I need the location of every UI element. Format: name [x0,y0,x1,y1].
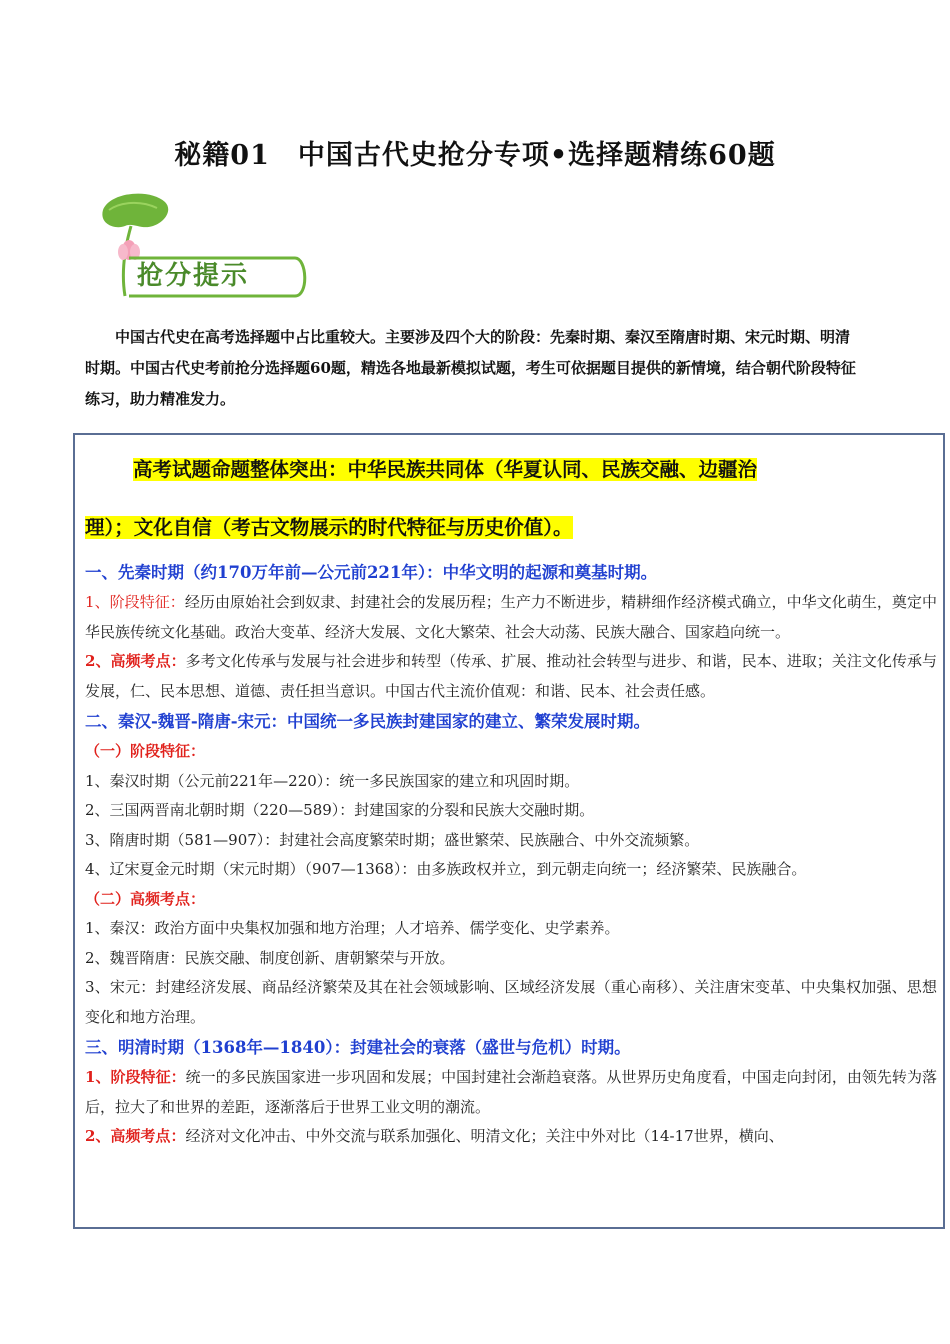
intro-paragraph: 中国古代史在高考选择题中占比重较大。主要涉及四个大的阶段：先秦时期、秦汉至隋唐时期、宋元时期、明清时期。中国古代史考前抢分选择题60题，精选各地最新模拟试题，考生可依据题目提供的新情境，结合朝代阶段特征练习，助力精准发力。 [85,328,856,408]
list-item: 3、隋唐时期（581—907）：封建社会高度繁荣时期；盛世繁荣、民族融合、中外交流频繁。 [85,830,700,849]
section-heading-2: 二、秦汉-魏晋-隋唐-宋元：中国统一多民族封建国家的建立、繁荣发展时期。 [85,712,651,731]
list-item: 1、秦汉：政治方面中央集权加强和地方治理；人才培养、儒学变化、史学素养。 [85,919,620,937]
summary-box [73,433,945,1229]
section-heading-1: 一、先秦时期（约170万年前—公元前221年）：中华文明的起源和奠基时期。 [85,563,658,582]
label-stage-features: 1、阶段特征： [85,593,185,611]
section-3-paragraph-2: 2、高频考点：经济对文化冲击、中外交流与联系加强化、明清文化；关注中外对比（14-17世界，横向、 [85,1127,784,1145]
label-stage-features: 1、阶段特征： [85,1068,186,1086]
logo-text: 抢分提示 [137,261,250,291]
list-item: 2、三国两晋南北朝时期（220—589）：封建国家的分裂和民族大交融时期。 [85,801,595,819]
highlight-block [85,441,937,499]
label-key-points: 2、高频考点： [85,1127,186,1145]
highlight-line-1: 高考试题命题整体突出：中华民族共同体（华夏认同、民族交融、边疆治 [133,458,758,481]
subheading-stage-features: （一）阶段特征： [85,742,206,760]
highlight-line-2: 理）；文化自信（考古文物展示的时代特征与历史价值）。 [85,516,573,539]
subheading-key-points: （二）高频考点： [85,889,206,908]
list-item: 4、辽宋夏金元时期（宋元时期）（907—1368）：由多族政权并立，到元朝走向统一；经济繁荣、民族融合。 [85,860,807,878]
list-item: 3、宋元：封建经济发展、商品经济繁荣及其在社会领域影响、区域经济发展（重心南移）、关注唐宋变革、中央集权加强、思想变化和地方治理。 [85,978,937,1026]
section-1-paragraph-2: 2、高频考点：多考文化传承与发展与社会进步和转型（传承、扩展、推动社会转型与进步、和谐，民本、进取；关注文化传承与发展，仁、民本思想、道德、责任担当意识。中国古代主流价值观：和谐、民本、社会责任感。 [85,652,937,700]
label-key-points: 2、高频考点： [85,652,186,670]
section-1-paragraph-1: 1、阶段特征：经历由原始社会到奴隶、封建社会的发展历程；生产力不断进步，精耕细作经济模式确立，中华文化萌生，奠定中华民族传统文化基础。政治大变革、经济大发展、文化大繁荣、社会大动荡、民族大融合、国家趋向统一。 [85,593,937,641]
section-heading-3: 三、明清时期（1368年—1840）：封建社会的衰落（盛世与危机）时期。 [85,1038,631,1057]
page-title: 秘籍01 中国古代史抢分专项•选择题精练60题 [174,140,776,171]
list-item: 2、魏晋隋唐：民族交融、制度创新、唐朝繁荣与开放。 [85,948,455,967]
list-item: 1、秦汉时期（公元前221年—220）：统一多民族国家的建立和巩固时期。 [85,771,580,790]
section-3-paragraph-1: 1、阶段特征：统一的多民族国家进一步巩固和发展；中国封建社会渐趋衰落。从世界历史角度看，中国走向封闭，由领先转为落后，拉大了和世界的差距，逐渐落后于世界工业文明的潮流。 [85,1068,937,1116]
